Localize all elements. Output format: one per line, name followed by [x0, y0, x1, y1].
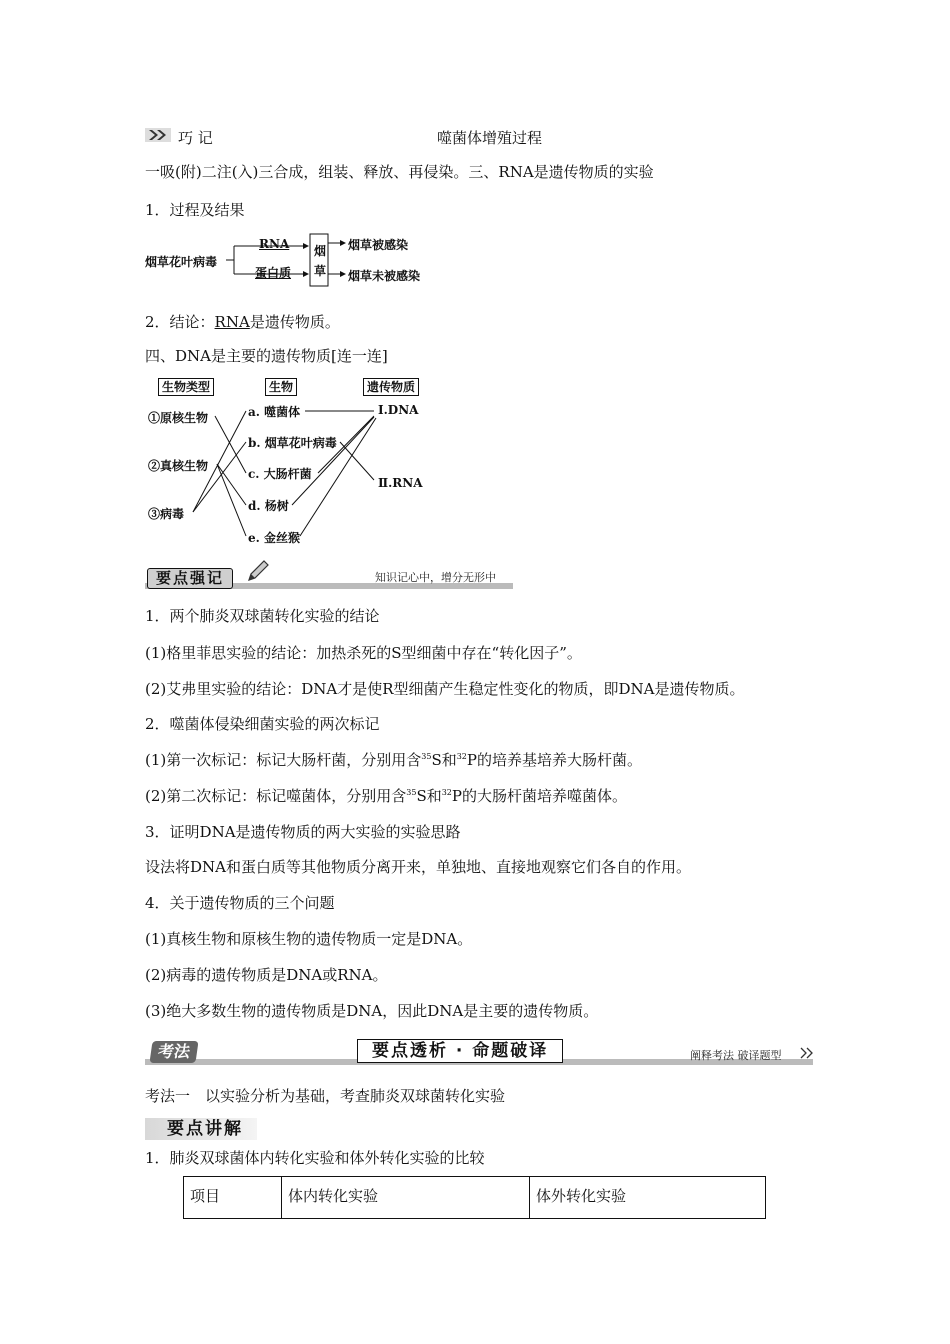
- process-title: 噬菌体增殖过程: [437, 129, 543, 147]
- label1-text: (1)第一次标记：标记大肠杆菌，分别用含: [145, 751, 422, 769]
- s-and: S和: [416, 787, 442, 805]
- key-points-slogan: 知识记心中，增分无形中: [375, 571, 496, 584]
- rna-conclusion: [145, 312, 340, 332]
- methods-banner-title: 要点透析 · 命题破译: [357, 1039, 563, 1063]
- double-chevron-icon: [800, 1047, 814, 1059]
- col-organisms: 生物: [265, 378, 297, 396]
- material-dna: Ⅰ.DNA: [378, 403, 419, 417]
- double-chevron-icon: [145, 128, 171, 142]
- key-points-banner: [145, 566, 515, 590]
- table-header-item: 项目: [184, 1177, 282, 1219]
- rna-experiment-arrows: [225, 232, 350, 288]
- kp-line-8: (1)真核生物和原核生物的遗传物质一定是DNA。: [145, 930, 473, 948]
- type-prokaryote: ①原核生物: [148, 411, 209, 425]
- organism-phage: a. 噬菌体: [248, 405, 301, 419]
- iso-s-35: 35: [406, 788, 417, 797]
- conclusion-suffix: 是遗传物质。: [249, 313, 340, 331]
- subheading-title: 要点讲解: [167, 1119, 243, 1139]
- item-process: 1．过程及结果: [145, 201, 245, 219]
- label2-end: P的大肠杆菌培养噬菌体。: [451, 787, 628, 805]
- kp-line-2: (1)格里菲思实验的结论：加热杀死的S型细菌中存在“转化因子”。: [145, 644, 582, 662]
- kp-label-second: [145, 786, 627, 806]
- iso-s-35: 35: [421, 752, 432, 761]
- methods-banner: [145, 1037, 815, 1069]
- result-infected: 烟草被感染: [348, 238, 409, 252]
- label2-text: (2)第二次标记：标记噬菌体，分别用含: [145, 787, 407, 805]
- kp-line-6: 设法将DNA和蛋白质等其他物质分离开来，单独地、直接地观察它们各自的作用。: [145, 858, 691, 876]
- comparison-table: [183, 1176, 766, 1219]
- dna-heading: 四、DNA是主要的遗传物质[连一连]: [145, 347, 388, 365]
- methods-item-1: 1．肺炎双球菌体内转化实验和体外转化实验的比较: [145, 1149, 485, 1167]
- iso-p-32: 32: [456, 752, 467, 761]
- organism-tmv: b. 烟草花叶病毒: [248, 436, 337, 450]
- organism-ecoli: c. 大肠杆菌: [248, 467, 312, 481]
- plant-char-2: 草: [314, 264, 327, 278]
- kp-line-9: (2)病毒的遗传物质是DNA或RNA。: [145, 966, 388, 984]
- table-row: [184, 1177, 766, 1219]
- pencil-icon: [245, 558, 271, 584]
- methods-tag: 考法: [149, 1041, 198, 1063]
- method-one: 考法一 以实验分析为基础，考查肺炎双球菌转化实验: [145, 1087, 506, 1105]
- methods-banner-right: 阐释考法 破译题型: [690, 1049, 782, 1062]
- table-header-in-vivo: 体内转化实验: [282, 1177, 530, 1219]
- qiaoji-label: 巧 记: [178, 129, 213, 147]
- col-material: 遗传物质: [363, 378, 419, 396]
- conclusion-answer: RNA: [214, 313, 250, 331]
- conclusion-prefix: 2．结论：: [145, 313, 215, 331]
- kp-label-first: [145, 750, 642, 770]
- diagram-protein-label: 蛋白质: [255, 266, 292, 280]
- table-header-in-vitro: 体外转化实验: [530, 1177, 766, 1219]
- organism-poplar: d. 杨树: [248, 499, 289, 513]
- type-eukaryote: ②真核生物: [148, 459, 209, 473]
- iso-p-32: 32: [441, 788, 452, 797]
- kp-line-5: 3．证明DNA是遗传物质的两大实验的实验思路: [145, 823, 461, 841]
- diagram-rna-label: RNA: [259, 237, 290, 251]
- matching-lines: [0, 0, 950, 560]
- material-rna: Ⅱ.RNA: [378, 476, 423, 490]
- kp-line-7: 4．关于遗传物质的三个问题: [145, 894, 335, 912]
- result-not-infected: 烟草未被感染: [348, 269, 421, 283]
- s-and: S和: [431, 751, 457, 769]
- organism-monkey: e. 金丝猴: [248, 531, 300, 545]
- diagram-source: 烟草花叶病毒: [145, 255, 218, 269]
- label1-end: P的培养基培养大肠杆菌。: [466, 751, 643, 769]
- col-types: 生物类型: [158, 378, 214, 396]
- key-points-title: 要点强记: [147, 568, 233, 589]
- kp-line-10: (3)绝大多数生物的遗传物质是DNA，因此DNA是主要的遗传物质。: [145, 1002, 599, 1020]
- kp-line-4: 2．噬菌体侵染细菌实验的两次标记: [145, 715, 380, 733]
- plant-char-1: 烟: [314, 244, 327, 258]
- type-virus: ③病毒: [148, 507, 185, 521]
- mnemonic-line: 一吸(附)二注(入)三合成，组装、释放、再侵染。三、RNA是遗传物质的实验: [145, 163, 654, 181]
- kp-line-3: (2)艾弗里实验的结论：DNA才是使R型细菌产生稳定性变化的物质，即DNA是遗传物质。: [145, 680, 745, 698]
- kp-line-1: 1．两个肺炎双球菌转化实验的结论: [145, 607, 380, 625]
